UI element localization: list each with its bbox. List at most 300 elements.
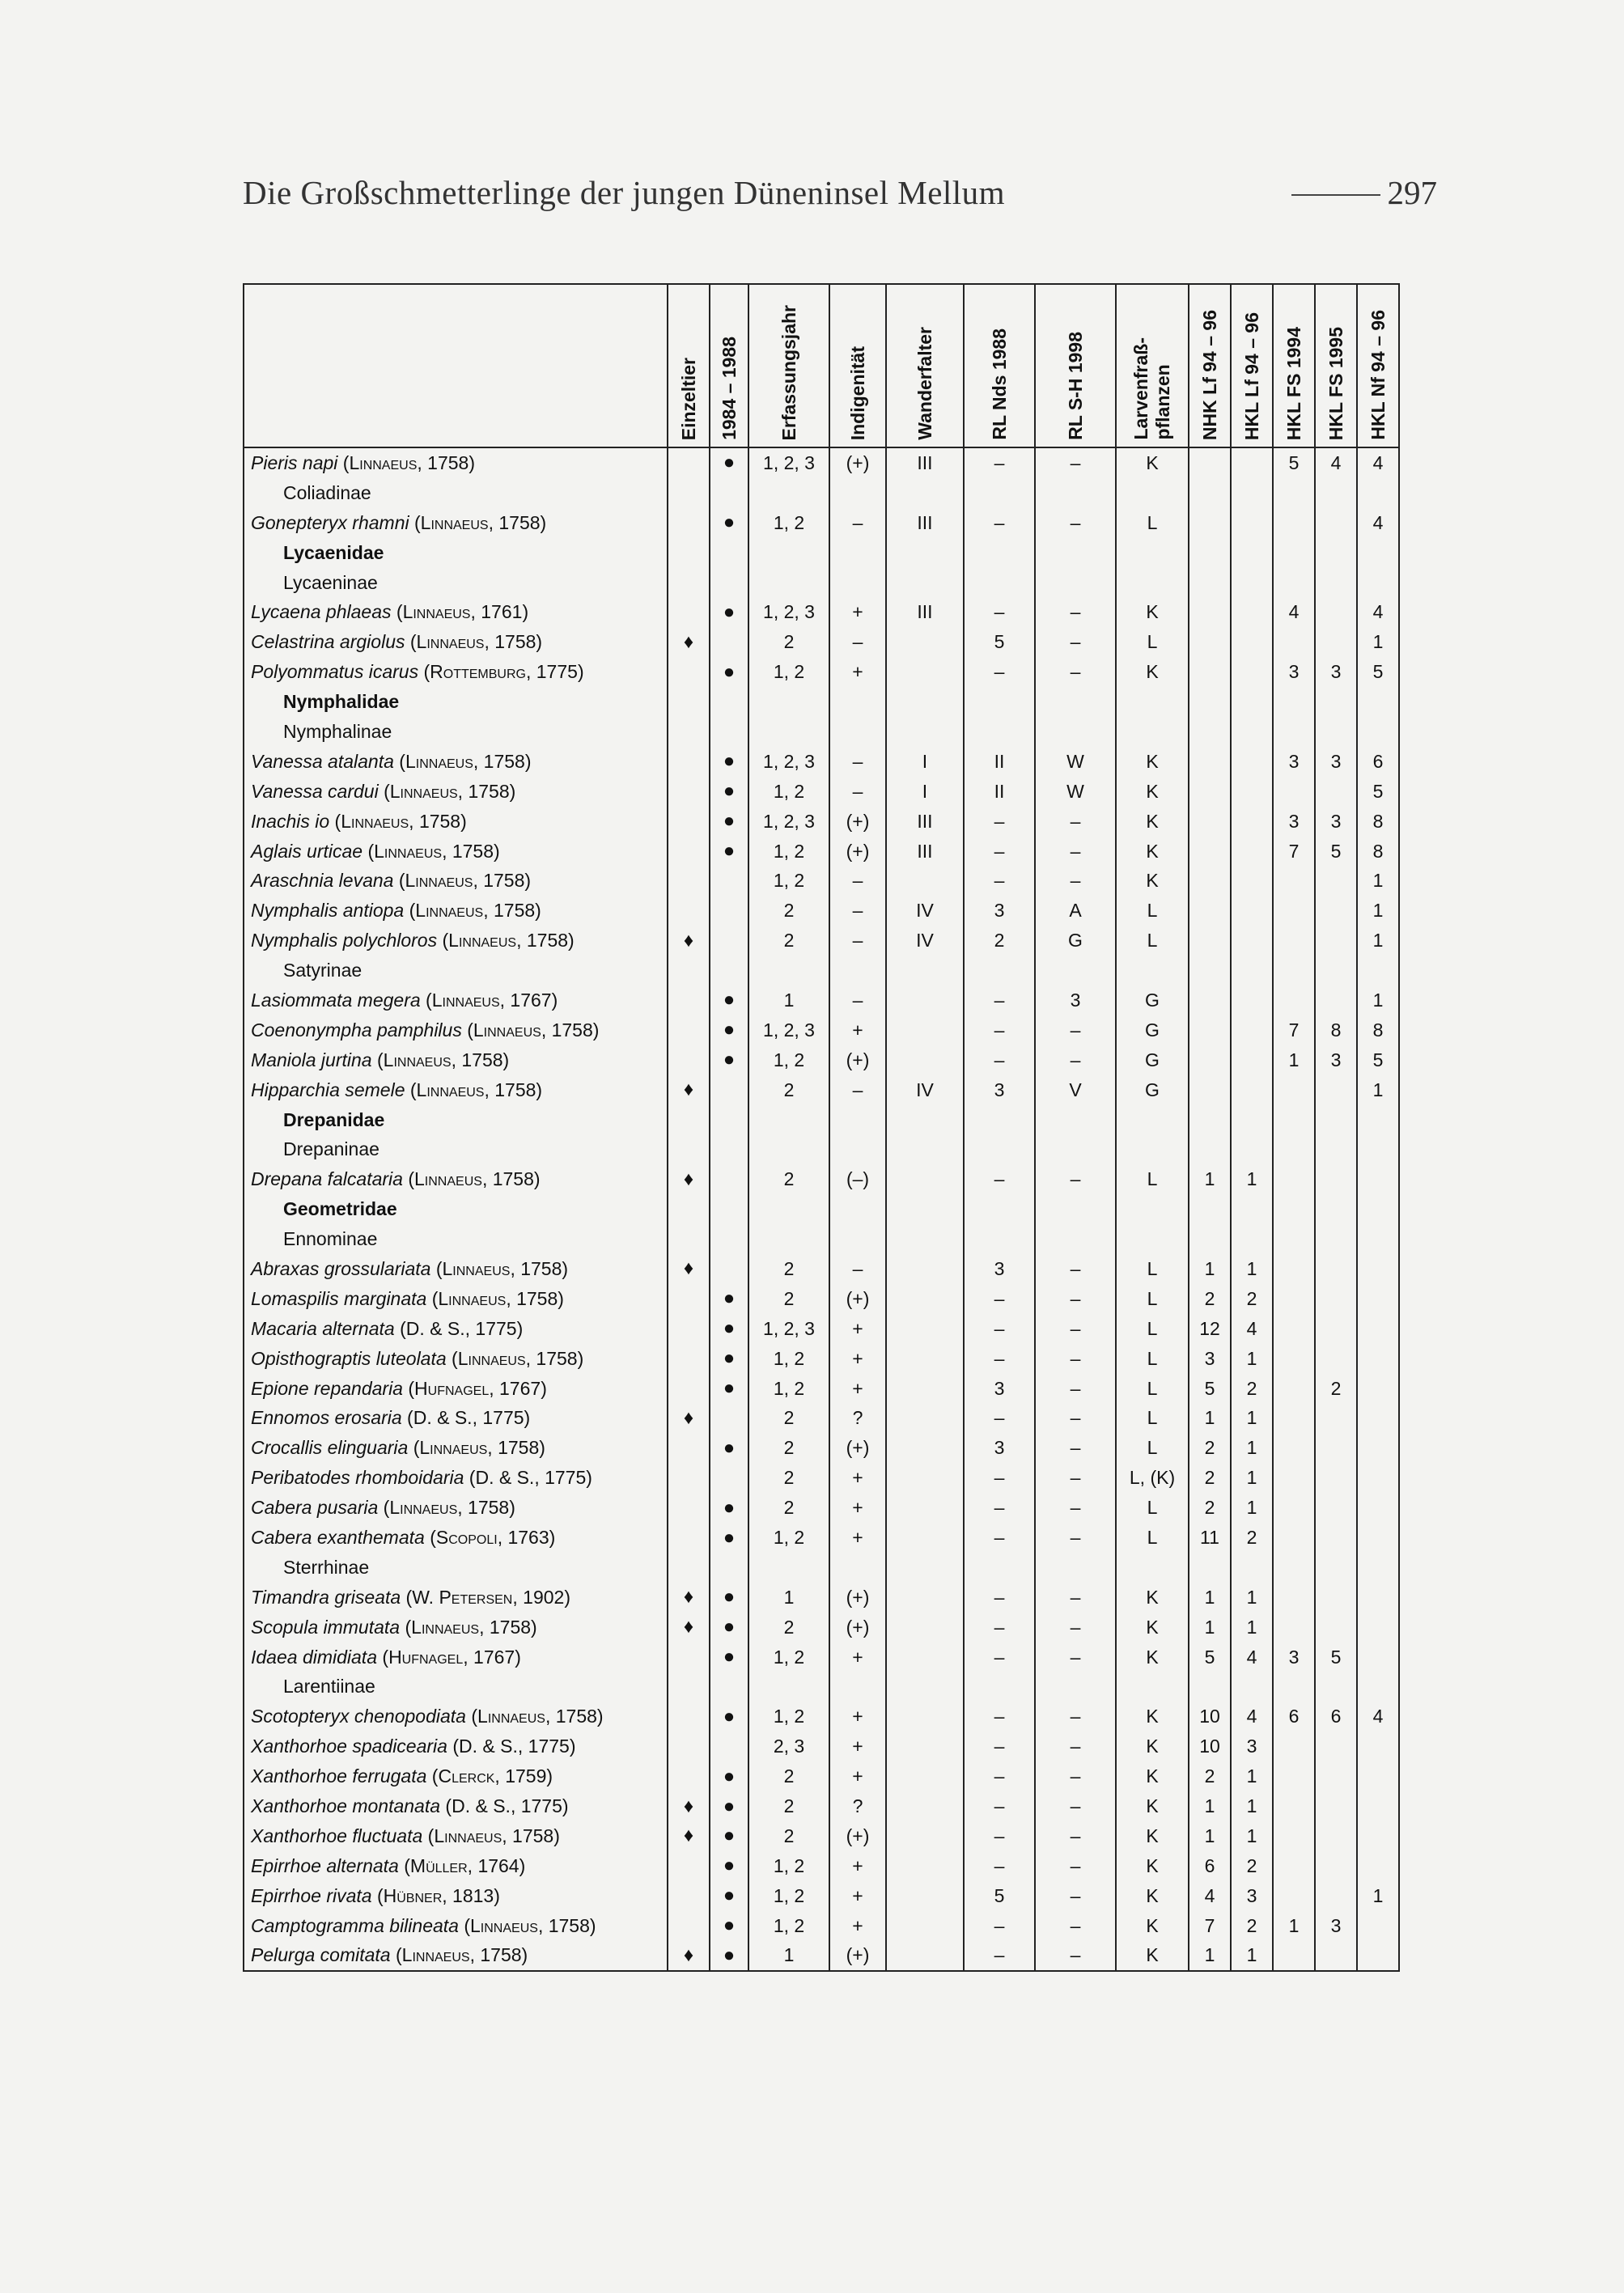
data-cell <box>668 1105 710 1135</box>
data-cell <box>668 1911 710 1941</box>
species-name-cell: Macaria alternata (D. & S., 1775) <box>244 1314 668 1344</box>
data-cell: ♦ <box>668 627 710 657</box>
data-cell <box>886 1404 964 1434</box>
data-cell <box>1189 1194 1231 1224</box>
data-cell: – <box>964 837 1035 867</box>
data-cell: – <box>964 1791 1035 1821</box>
species-author: D. & S. <box>405 1317 465 1339</box>
data-cell: – <box>829 866 886 896</box>
data-cell: ? <box>829 1791 886 1821</box>
data-cell <box>1231 1134 1273 1164</box>
species-year: 1758 <box>483 870 525 892</box>
data-cell: ● <box>710 1493 748 1523</box>
data-cell: 3 <box>1315 807 1357 837</box>
species-name: Polyommatus icarus <box>251 661 419 683</box>
data-cell <box>1273 896 1315 926</box>
data-cell <box>710 1194 748 1224</box>
species-name-cell: Cabera pusaria (Linnaeus, 1758) <box>244 1493 668 1523</box>
species-row <box>244 1164 1399 1194</box>
data-cell <box>1231 627 1273 657</box>
species-year: 1761 <box>481 601 523 623</box>
column-header <box>829 284 886 447</box>
data-cell <box>1189 1075 1231 1105</box>
data-cell <box>1273 866 1315 896</box>
column-header-label: Indigenität <box>846 345 868 440</box>
data-cell: – <box>829 896 886 926</box>
species-author: Linnaeus <box>431 989 500 1011</box>
data-cell <box>886 1941 964 1972</box>
data-cell: – <box>1035 447 1116 478</box>
data-cell <box>886 1642 964 1672</box>
column-header-label: RL Nds 1988 <box>988 328 1010 440</box>
data-cell <box>1315 538 1357 568</box>
species-name: Xanthorhoe spadicearia <box>251 1736 447 1757</box>
data-cell: – <box>964 447 1035 478</box>
data-cell <box>1273 1851 1315 1881</box>
data-cell <box>1231 508 1273 538</box>
data-cell: 5 <box>1315 837 1357 867</box>
species-year: 1902 <box>523 1586 565 1608</box>
data-cell: 2 <box>1231 1523 1273 1553</box>
species-name-cell: Maniola jurtina (Linnaeus, 1758) <box>244 1045 668 1075</box>
data-cell: 1 <box>1231 1583 1273 1613</box>
data-cell: ● <box>710 1523 748 1553</box>
species-author: Linnaeus <box>438 1287 507 1309</box>
data-cell: – <box>964 866 1035 896</box>
data-cell: 1 <box>1189 1404 1231 1434</box>
species-name: Gonepteryx rhamni <box>251 511 409 533</box>
data-cell <box>886 866 964 896</box>
species-author: Rottemburg <box>430 661 526 683</box>
data-cell: 7 <box>1273 1015 1315 1045</box>
data-cell <box>748 538 829 568</box>
data-cell: 1 <box>1231 1404 1273 1434</box>
data-cell <box>1357 478 1399 508</box>
data-cell: 2 <box>748 1613 829 1642</box>
data-cell <box>1315 1941 1357 1972</box>
data-cell: 4 <box>1231 1702 1273 1731</box>
data-cell: (+) <box>829 1821 886 1851</box>
data-cell: (–) <box>829 1164 886 1194</box>
column-header <box>1189 284 1231 447</box>
data-cell <box>1273 627 1315 657</box>
data-cell: – <box>1035 1911 1116 1941</box>
species-name: Scotopteryx chenopodiata <box>251 1706 466 1727</box>
data-cell <box>886 1374 964 1404</box>
data-cell: 12 <box>1189 1314 1231 1344</box>
data-cell <box>1231 837 1273 867</box>
data-cell <box>668 1851 710 1881</box>
data-cell <box>1273 1404 1315 1434</box>
data-cell <box>886 538 964 568</box>
data-cell: 3 <box>964 1433 1035 1463</box>
data-cell: 2 <box>748 1404 829 1434</box>
data-cell: 1 <box>1231 1164 1273 1194</box>
species-author: Linnaeus <box>349 451 418 473</box>
data-cell: – <box>1035 627 1116 657</box>
species-row <box>244 1941 1399 1972</box>
data-cell: – <box>964 1613 1035 1642</box>
data-cell: L <box>1116 508 1189 538</box>
data-cell <box>964 1672 1035 1702</box>
data-cell: 2 <box>1189 1493 1231 1523</box>
data-cell <box>1315 1433 1357 1463</box>
species-row <box>244 657 1399 687</box>
data-cell: ● <box>710 1583 748 1613</box>
header-rule <box>1291 194 1380 196</box>
species-year: 1767 <box>499 1377 541 1399</box>
species-name: Aglais urticae <box>251 840 363 862</box>
data-cell: 1, 2, 3 <box>748 1015 829 1045</box>
data-cell <box>1273 508 1315 538</box>
data-cell: (+) <box>829 1433 886 1463</box>
species-name: Peribatodes rhomboidaria <box>251 1467 464 1489</box>
family-name: Lycaenidae <box>244 538 668 568</box>
data-cell <box>1231 896 1273 926</box>
data-cell <box>886 1583 964 1613</box>
data-cell <box>1273 1164 1315 1194</box>
data-cell: III <box>886 447 964 478</box>
data-cell <box>668 837 710 867</box>
species-name: Coenonympha pamphilus <box>251 1019 462 1041</box>
data-cell <box>1315 1881 1357 1911</box>
data-cell <box>1315 1731 1357 1761</box>
data-cell <box>1231 1672 1273 1702</box>
data-cell <box>1273 1314 1315 1344</box>
species-row <box>244 1523 1399 1553</box>
data-cell <box>1189 1553 1231 1583</box>
species-year: 1758 <box>494 631 536 653</box>
data-cell: 1 <box>748 1941 829 1972</box>
data-cell: – <box>964 1314 1035 1344</box>
species-row <box>244 1045 1399 1075</box>
subfamily-name: Larentiinae <box>244 1672 668 1702</box>
data-cell <box>1273 1672 1315 1702</box>
data-cell: ● <box>710 1642 748 1672</box>
data-cell: ● <box>710 837 748 867</box>
data-cell: – <box>964 1821 1035 1851</box>
data-cell <box>886 717 964 747</box>
data-cell <box>1231 777 1273 807</box>
data-cell <box>1357 538 1399 568</box>
data-cell <box>1315 1583 1357 1613</box>
species-name: Abraxas grossulariata <box>251 1257 431 1279</box>
data-cell <box>1231 717 1273 747</box>
data-cell: + <box>829 1881 886 1911</box>
data-cell <box>1231 866 1273 896</box>
family-row <box>244 538 1399 568</box>
species-name: Maniola jurtina <box>251 1049 372 1070</box>
data-cell: ● <box>710 1941 748 1972</box>
data-cell <box>668 1463 710 1493</box>
data-cell <box>1273 956 1315 985</box>
species-name: Xanthorhoe montanata <box>251 1795 441 1817</box>
data-cell: (+) <box>829 1941 886 1972</box>
data-cell <box>1315 777 1357 807</box>
species-year: 1775 <box>482 1407 524 1429</box>
column-header <box>710 284 748 447</box>
species-year: 1758 <box>512 1825 554 1846</box>
data-cell <box>668 1344 710 1374</box>
species-author: Müller <box>409 1854 468 1876</box>
data-cell <box>1116 1134 1189 1164</box>
data-cell <box>710 1134 748 1164</box>
data-cell <box>710 1463 748 1493</box>
data-cell <box>1189 956 1231 985</box>
data-cell: ● <box>710 1613 748 1642</box>
data-cell: – <box>1035 1761 1116 1791</box>
data-cell: ♦ <box>668 1941 710 1972</box>
species-name: Cabera exanthemata <box>251 1527 425 1548</box>
data-cell <box>1315 1404 1357 1434</box>
data-cell: 1, 2, 3 <box>748 597 829 627</box>
data-cell: + <box>829 1463 886 1493</box>
data-cell <box>1273 538 1315 568</box>
species-year: 1813 <box>452 1884 494 1906</box>
subfamily-row <box>244 1224 1399 1254</box>
subfamily-name: Drepaninae <box>244 1134 668 1164</box>
data-cell <box>1231 1224 1273 1254</box>
species-name-cell: Xanthorhoe montanata (D. & S., 1775) <box>244 1791 668 1821</box>
data-cell: + <box>829 1911 886 1941</box>
column-header-label: HKL FS 1995 <box>1325 326 1346 440</box>
species-author: W. Petersen <box>412 1586 513 1608</box>
data-cell <box>1231 1105 1273 1135</box>
data-cell: + <box>829 1015 886 1045</box>
data-cell <box>1315 1791 1357 1821</box>
data-cell: K <box>1116 1851 1189 1881</box>
species-author: D. & S. <box>452 1795 511 1817</box>
data-cell: I <box>886 747 964 777</box>
data-cell <box>1273 1583 1315 1613</box>
data-cell <box>1035 478 1116 508</box>
data-cell <box>668 1493 710 1523</box>
data-cell <box>829 687 886 717</box>
data-cell <box>1189 657 1231 687</box>
column-header <box>1315 284 1357 447</box>
data-cell: ♦ <box>668 1164 710 1194</box>
data-cell <box>964 478 1035 508</box>
species-name-cell: Nymphalis polychloros (Linnaeus, 1758) <box>244 926 668 956</box>
species-name: Araschnia levana <box>251 870 394 892</box>
data-cell: 1, 2 <box>748 1344 829 1374</box>
species-name-cell: Celastrina argiolus (Linnaeus, 1758) <box>244 627 668 657</box>
data-cell: 6 <box>1273 1702 1315 1731</box>
data-cell: 1, 2, 3 <box>748 1314 829 1344</box>
data-cell <box>1273 1433 1315 1463</box>
data-cell: III <box>886 597 964 627</box>
data-cell <box>748 1672 829 1702</box>
data-cell: 2 <box>1189 1463 1231 1493</box>
data-cell <box>1189 717 1231 747</box>
data-cell: ● <box>710 1015 748 1045</box>
data-cell <box>748 1194 829 1224</box>
subfamily-row <box>244 1553 1399 1583</box>
data-cell: 10 <box>1189 1702 1231 1731</box>
data-cell: 4 <box>1189 1881 1231 1911</box>
species-name: Xanthorhoe ferrugata <box>251 1765 427 1787</box>
subfamily-row <box>244 478 1399 508</box>
column-header-label: Larvenfraß- pflanzen <box>1130 337 1173 440</box>
data-cell <box>1231 657 1273 687</box>
data-cell: 2 <box>748 1075 829 1105</box>
species-row <box>244 1821 1399 1851</box>
running-header <box>243 173 1437 218</box>
data-cell: 1 <box>1357 896 1399 926</box>
data-cell <box>1189 896 1231 926</box>
species-row <box>244 1254 1399 1284</box>
species-name: Epirrhoe rivata <box>251 1884 372 1906</box>
data-cell: 6 <box>1315 1702 1357 1731</box>
data-cell: (+) <box>829 447 886 478</box>
species-author: D. & S. <box>459 1736 518 1757</box>
species-author: Linnaeus <box>416 1079 485 1100</box>
species-name-cell: Ennomos erosaria (D. & S., 1775) <box>244 1404 668 1434</box>
data-cell: – <box>964 1463 1035 1493</box>
data-cell: – <box>1035 1404 1116 1434</box>
data-cell: 5 <box>1315 1642 1357 1672</box>
species-year: 1758 <box>461 1049 503 1070</box>
data-cell <box>668 1433 710 1463</box>
data-cell: 1, 2 <box>748 1642 829 1672</box>
species-row <box>244 1284 1399 1314</box>
data-cell: ♦ <box>668 1583 710 1613</box>
data-cell <box>1231 985 1273 1015</box>
species-author: Linnaeus <box>411 1616 480 1638</box>
data-cell: 2 <box>1189 1761 1231 1791</box>
data-cell: ● <box>710 1911 748 1941</box>
data-cell: – <box>1035 1463 1116 1493</box>
data-cell: – <box>964 508 1035 538</box>
data-cell <box>1315 1105 1357 1135</box>
species-name: Xanthorhoe fluctuata <box>251 1825 423 1846</box>
data-cell: 1 <box>1231 1433 1273 1463</box>
data-cell <box>668 1374 710 1404</box>
data-cell: 5 <box>1189 1642 1231 1672</box>
species-name-cell: Nymphalis antiopa (Linnaeus, 1758) <box>244 896 668 926</box>
species-row <box>244 896 1399 926</box>
data-cell: L <box>1116 1493 1189 1523</box>
data-cell <box>1357 1433 1399 1463</box>
data-cell <box>1189 568 1231 598</box>
species-row <box>244 1015 1399 1045</box>
data-cell <box>886 1523 964 1553</box>
data-cell <box>1116 717 1189 747</box>
data-cell: 2 <box>1189 1433 1231 1463</box>
data-cell: 8 <box>1357 837 1399 867</box>
data-cell <box>1116 1105 1189 1135</box>
data-cell <box>886 1881 964 1911</box>
data-cell: – <box>1035 1344 1116 1374</box>
data-cell <box>1116 956 1189 985</box>
data-cell <box>1231 1015 1273 1045</box>
data-cell <box>1231 568 1273 598</box>
species-name: Epione repandaria <box>251 1377 403 1399</box>
data-cell <box>964 956 1035 985</box>
data-cell <box>710 1075 748 1105</box>
data-cell <box>1273 1224 1315 1254</box>
data-cell: – <box>964 1164 1035 1194</box>
data-cell <box>1273 568 1315 598</box>
species-author: Linnaeus <box>448 930 517 952</box>
subfamily-row <box>244 717 1399 747</box>
data-cell: 8 <box>1357 807 1399 837</box>
data-cell: 2 <box>748 1493 829 1523</box>
species-year: 1758 <box>555 1706 597 1727</box>
data-cell: 1 <box>1357 866 1399 896</box>
data-cell: 1, 2 <box>748 657 829 687</box>
data-cell: 7 <box>1273 837 1315 867</box>
data-cell: L <box>1116 1164 1189 1194</box>
data-cell <box>1315 1493 1357 1523</box>
data-cell: ● <box>710 1791 748 1821</box>
data-cell <box>1231 538 1273 568</box>
data-cell <box>886 956 964 985</box>
data-cell: + <box>829 1642 886 1672</box>
data-cell <box>1273 1463 1315 1493</box>
data-cell <box>710 568 748 598</box>
data-cell <box>886 1702 964 1731</box>
data-cell <box>748 717 829 747</box>
data-cell: K <box>1116 1761 1189 1791</box>
data-cell: K <box>1116 837 1189 867</box>
data-cell <box>964 1105 1035 1135</box>
species-name: Camptogramma bilineata <box>251 1914 459 1936</box>
data-cell <box>1035 1105 1116 1135</box>
species-year: 1764 <box>477 1854 519 1876</box>
species-author: Linnaeus <box>416 631 485 653</box>
data-cell <box>1189 866 1231 896</box>
species-name-cell: Polyommatus icarus (Rottemburg, 1775) <box>244 657 668 687</box>
data-cell <box>1357 1134 1399 1164</box>
column-header <box>886 284 964 447</box>
species-author: Linnaeus <box>389 780 458 802</box>
species-name: Crocallis elinguaria <box>251 1437 409 1459</box>
data-cell: 1 <box>1189 1583 1231 1613</box>
data-cell: – <box>964 657 1035 687</box>
data-cell: – <box>1035 1164 1116 1194</box>
data-cell <box>1315 1314 1357 1344</box>
species-row <box>244 1791 1399 1821</box>
column-header <box>1357 284 1399 447</box>
species-author: D. & S. <box>475 1467 535 1489</box>
species-year: 1758 <box>551 1019 593 1041</box>
data-cell <box>1189 837 1231 867</box>
data-cell <box>668 1194 710 1224</box>
data-cell <box>1357 717 1399 747</box>
species-author: Linnaeus <box>414 1168 482 1190</box>
data-cell <box>1273 1134 1315 1164</box>
data-cell: 1, 2 <box>748 508 829 538</box>
data-cell: K <box>1116 1911 1189 1941</box>
species-row <box>244 1433 1399 1463</box>
data-cell: 2 <box>748 896 829 926</box>
data-cell <box>1035 568 1116 598</box>
data-cell: K <box>1116 1791 1189 1821</box>
data-cell <box>1273 1881 1315 1911</box>
data-cell <box>1116 1194 1189 1224</box>
data-cell <box>1035 687 1116 717</box>
data-cell <box>886 478 964 508</box>
species-author: Hufnagel <box>388 1646 464 1668</box>
data-cell <box>1357 1254 1399 1284</box>
species-name-cell: Cabera exanthemata (Scopoli, 1763) <box>244 1523 668 1553</box>
data-cell <box>1273 478 1315 508</box>
species-name-cell: Abraxas grossulariata (Linnaeus, 1758) <box>244 1254 668 1284</box>
data-cell <box>1315 1672 1357 1702</box>
data-cell: K <box>1116 777 1189 807</box>
data-cell <box>886 1254 964 1284</box>
